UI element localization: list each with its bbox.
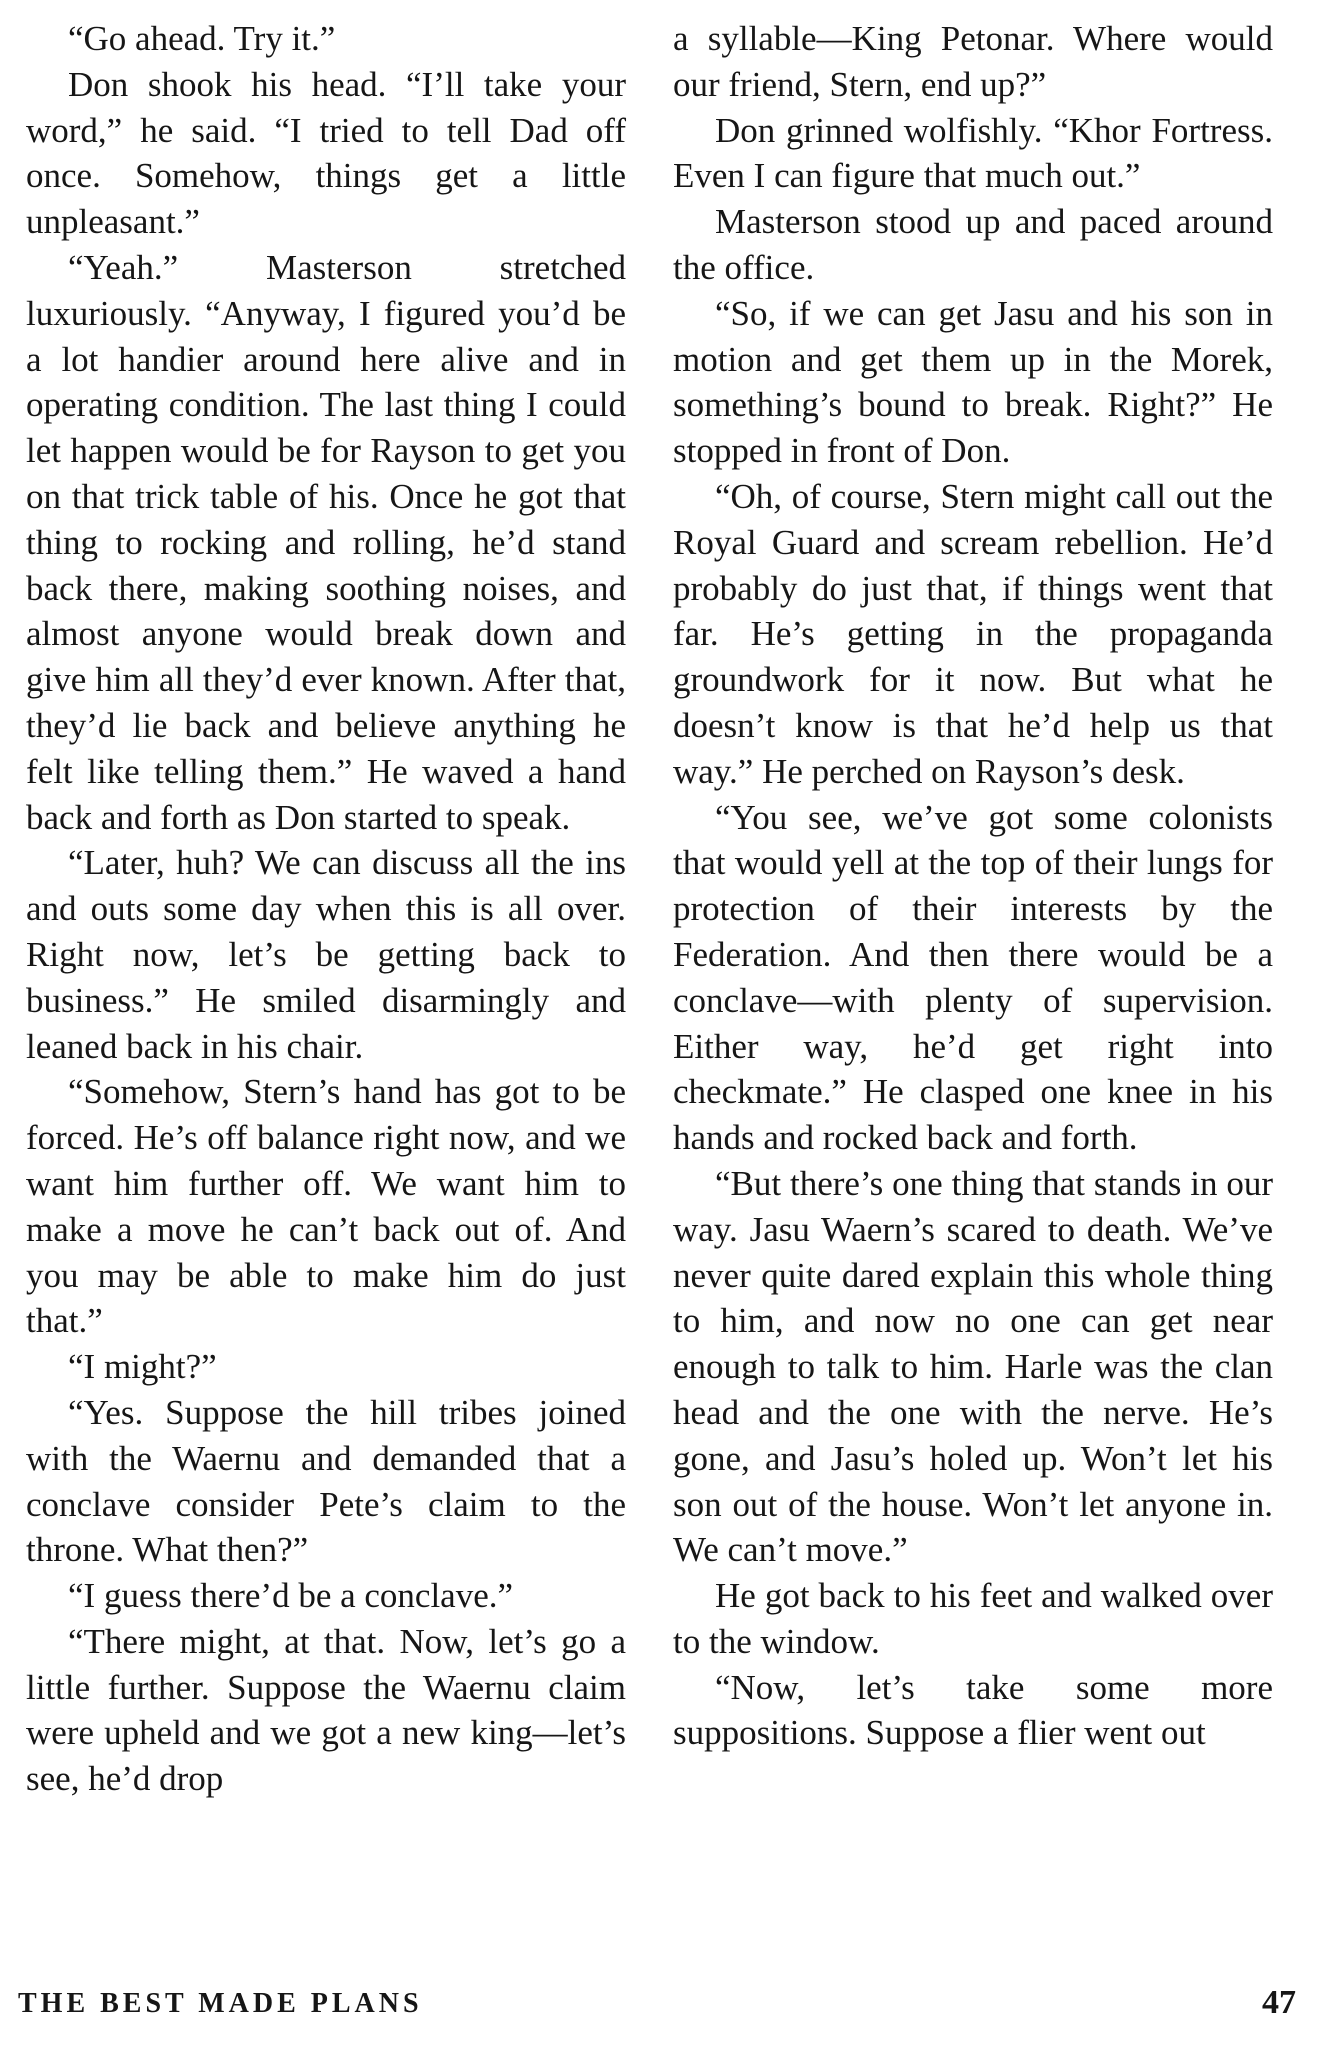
paragraph: Don shook his head. “I’ll take your word,” he said. “I tried to tell Dad off once. Somehow, things get a little unpleasant.” bbox=[26, 64, 626, 242]
left-text-column bbox=[26, 16, 626, 1802]
running-title: THE BEST MADE PLANS bbox=[18, 1988, 423, 2019]
paragraph: “Go ahead. Try it.” bbox=[68, 19, 336, 58]
paragraph: “So, if we can get Jasu and his son in motion and get them up in the Morek, something’s bound to break. Right?” He stopped in front of Don. bbox=[673, 293, 1273, 471]
paragraph: “I might?” bbox=[68, 1347, 217, 1387]
page-footer bbox=[18, 1984, 1296, 2030]
paragraph: “You see, we’ve got some colonists that would yell at the top of their lungs for protection of their interests by the Federation. And then there would be a conclave—with plenty of supervision. Either way, he’d get right into checkmate.” He clasped one knee in his hands and rocked back and forth. bbox=[673, 797, 1273, 1158]
paragraph: “Later, huh? We can discuss all the ins and outs some day when this is all over. Right now, let’s be getting back to business.” He smiled disarmingly and leaned back in his chair. bbox=[26, 843, 626, 1066]
paragraph: “There might, at that. Now, let’s go a little further. Suppose the Waernu claim were upheld and we got a new king—let’s see, he’d drop bbox=[26, 1621, 626, 1799]
paragraph: “Yes. Suppose the hill tribes joined with the Waernu and demanded that a conclave consider Pete’s claim to the throne. What then?” bbox=[26, 1392, 626, 1570]
paragraph: He got back to his feet and walked over to the window. bbox=[673, 1576, 1273, 1661]
paragraph: “I guess there’d be a conclave.” bbox=[68, 1576, 514, 1616]
paragraph: “Yeah.” Masterson stretched luxuriously. “Anyway, I figured you’d be a lot handier around here alive and in operating condition. The last thing I could let happen would be for Rayson to get you on that trick table of his. Once he got that thing to rocking and rolling, he’d stand back there, making soothing noises, and almost anyone would break down and give him all they’d ever known. After that, they’d lie back and believe anything he felt like telling them.” He waved a hand back and forth as Don started to speak. bbox=[26, 247, 626, 837]
paragraph: “Now, let’s take some more suppositions. Suppose a flier went out bbox=[673, 1667, 1273, 1753]
paragraph-continuation: a syllable—King Petonar. Where would our friend, Stern, end up?” bbox=[673, 19, 1273, 104]
paragraph: “But there’s one thing that stands in our way. Jasu Waern’s scared to death. We’ve never quite dared explain this whole thing to him, and now no one can get near enough to talk to him. Harle was the clan head and the one with the nerve. He’s gone, and Jasu’s holed up. Won’t let his son out of the house. Won’t let anyone in. We can’t move.” bbox=[673, 1163, 1273, 1570]
paragraph: Don grinned wolfishly. “Khor Fortress. Even I can figure that much out.” bbox=[673, 110, 1273, 196]
paragraph: “Somehow, Stern’s hand has got to be forced. He’s off balance right now, and we want him further off. We want him to make a move he can’t back out of. And you may be able to make him do just that.” bbox=[26, 1072, 626, 1341]
right-text-column bbox=[673, 16, 1273, 1756]
paragraph: “Oh, of course, Stern might call out the Royal Guard and scream rebellion. He’d probably do just that, if things went that far. He’s getting in the propaganda groundwork for it now. But what he doesn’t know is that he’d help us that way.” He perched on Rayson’s desk. bbox=[673, 476, 1273, 791]
paragraph: Masterson stood up and paced around the office. bbox=[673, 202, 1273, 287]
page-number: 47 bbox=[1262, 1984, 1296, 2021]
